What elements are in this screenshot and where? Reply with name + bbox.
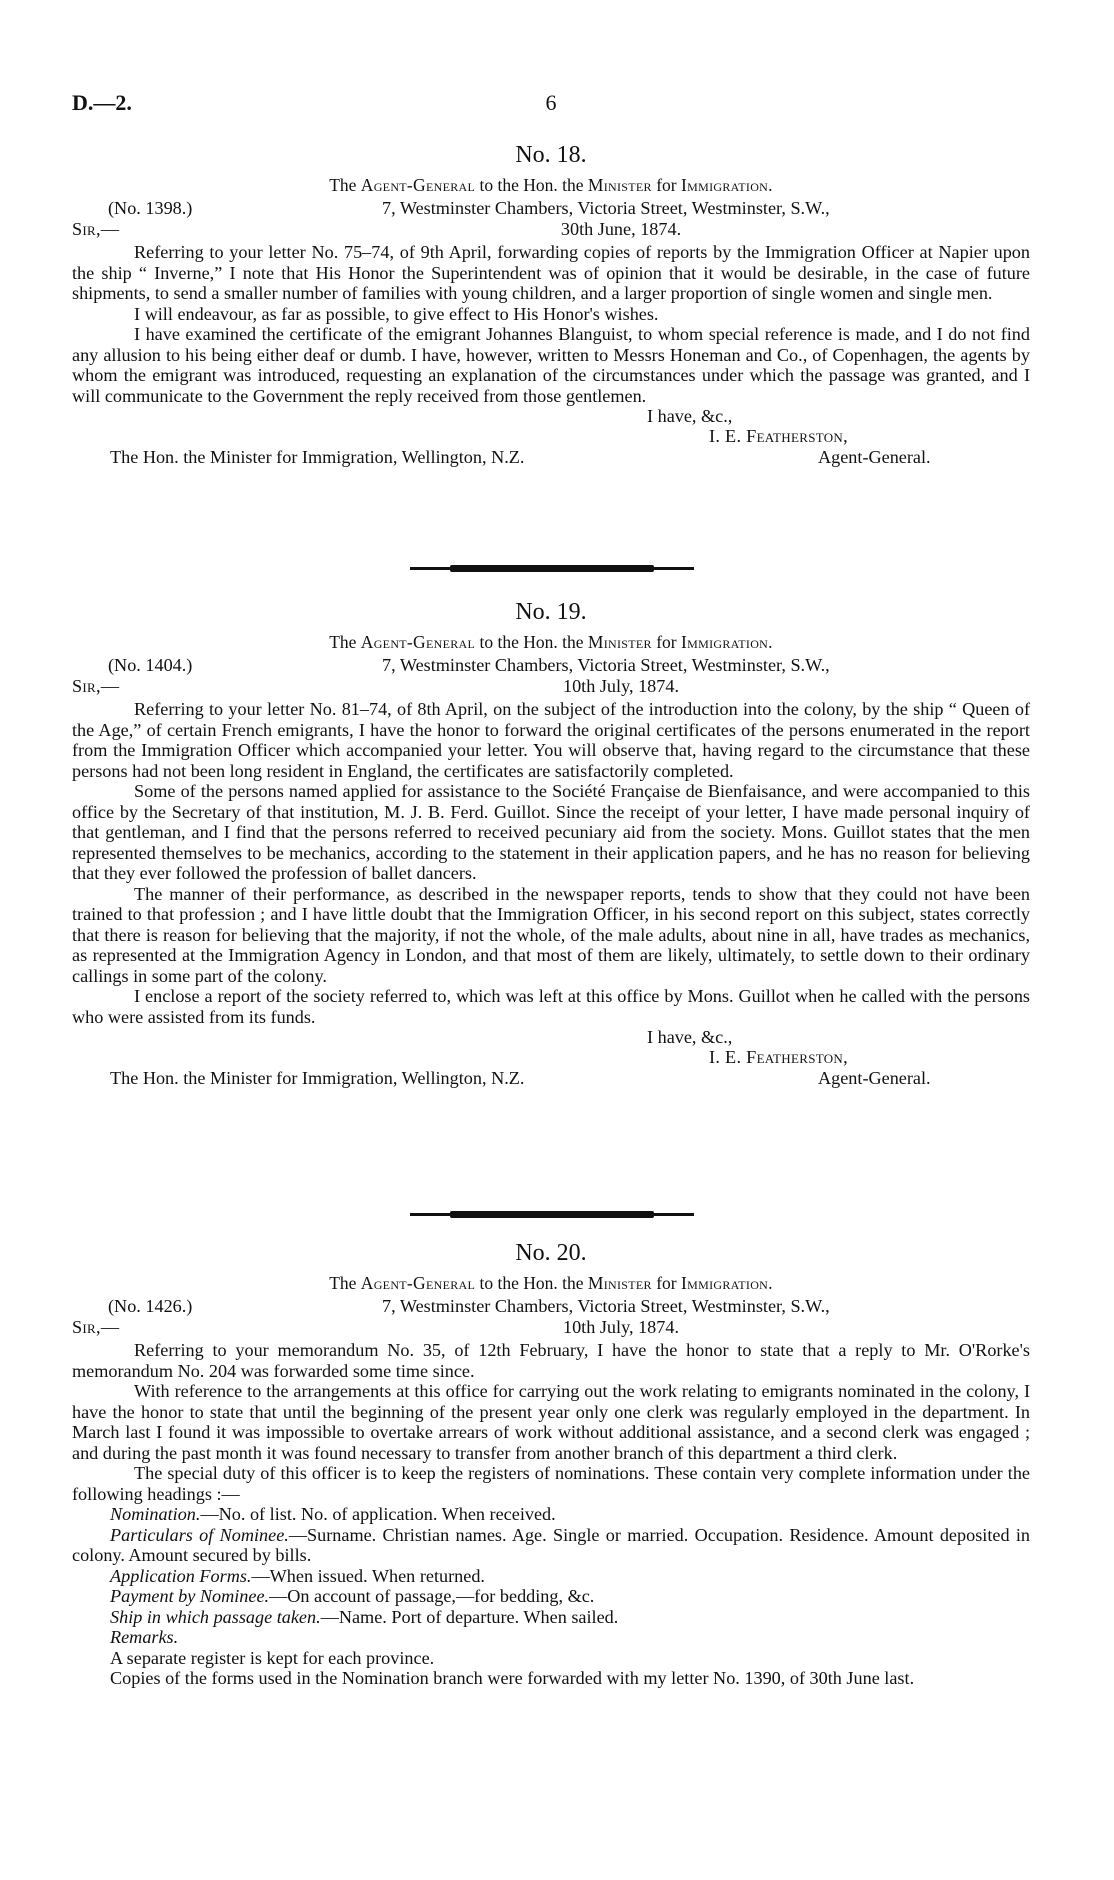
letter-closing (72, 406, 1030, 470)
signer-name: I. E. Featherston, (709, 1047, 848, 1067)
paragraph: The manner of their performance, as described in the newspaper reports, tends to show that they could not have been trained to that profession ; and I have little doubt that the Immigration Officer, in his second report on this subject, states correctly that there is reason for believing that the majority, if not the whole, of the male adults, about nine in all, have trades as mechanics, as represented at the Immigration Agency in London, and that most of them are likely, ultimately, to settle down to their ordinary callings in some part of the colony. (72, 883, 1030, 986)
sender-address: 7, Westminster Chambers, Victoria Street, Westminster, S.W., (382, 198, 830, 218)
closing-phrase: I have, &c., (647, 1027, 733, 1047)
paragraph: Copies of the forms used in the Nomination branch were forwarded with my letter No. 1390, of 30th June last. (110, 1668, 915, 1688)
reference-number: (No. 1398.) (108, 198, 193, 218)
register-heading: Application Forms.—When issued. When returned. (110, 1565, 485, 1586)
salutation: Sir,— (72, 676, 120, 696)
paragraph: The special duty of this officer is to keep the registers of nominations. These contain very complete information under the following headings :— (72, 1463, 1030, 1504)
recipient: The Hon. the Minister for Immigration, Wellington, N.Z. (110, 447, 525, 467)
salutation: Sir,— (72, 1317, 120, 1337)
register-heading: Particulars of Nominee.—Surname. Christian names. Age. Single or married. Occupation. Residence. Amount deposited in colony. Amount secured by bills. (72, 1524, 1030, 1565)
letter-20 (72, 1238, 1030, 1689)
document-code: D.—2. (72, 90, 132, 115)
register-heading: Payment by Nominee.—On account of passage,—for bedding, &c. (110, 1586, 595, 1606)
letter-title: No. 19. (515, 599, 587, 625)
signer-role: Agent-General. (818, 447, 931, 467)
recipient: The Hon. the Minister for Immigration, Wellington, N.Z. (110, 1068, 525, 1088)
letter-date: 10th July, 1874. (562, 676, 680, 696)
letter-addressing: The Agent-General to the Hon. the Minister for Immigration. (329, 632, 773, 652)
page-number: 6 (545, 90, 557, 115)
letter-meta (72, 198, 1030, 242)
sender-address: 7, Westminster Chambers, Victoria Street, Westminster, S.W., (382, 655, 830, 675)
paragraph: With reference to the arrangements at this office for carrying out the work relating to emigrants nominated in the colony, I have the honor to state that until the beginning of the present year only one clerk was regularly employed in the department. In March last I found it was impossible to overtake arrears of work without additional assistance, and a second clerk was engaged ; and during the past month it was found necessary to transfer from another branch of this department a third clerk. (72, 1381, 1030, 1463)
paragraph: A separate register is kept for each province. (110, 1647, 435, 1668)
paragraph: Some of the persons named applied for assistance to the Société Française de Bienfaisance, and were accompanied to this office by the Secretary of that institution, M. J. B. Ferd. Guillot. Since the receipt of your letter, I have made personal inquiry of that gentleman, and I find that the persons referred to received pecuniary aid from the society. Mons. Guillot states that the men represented themselves to be mechanics, according to the statement in their application papers, and he has no reason for believing that they ever followed the profession of ballet dancers. (72, 781, 1030, 883)
paragraph: Referring to your memorandum No. 35, of 12th February, I have the honor to state that a reply to Mr. O'Rorke's memorandum No. 204 was forwarded some time since. (72, 1340, 1030, 1381)
reference-number: (No. 1404.) (108, 655, 193, 675)
paragraph: Referring to your letter No. 75–74, of 9th April, forwarding copies of reports by the Immigration Officer at Napier upon the ship “ Inverne,” I note that His Honor the Superintendent was of opinion that it would be desirable, in the case of future shipments, to send a smaller number of families with young children, and a larger proportion of single women and single men. (72, 242, 1030, 303)
letter-meta (72, 1296, 1030, 1340)
register-heading: Remarks. (110, 1627, 179, 1647)
letter-addressing: The Agent-General to the Hon. the Minister for Immigration. (329, 1273, 773, 1293)
sender-address: 7, Westminster Chambers, Victoria Street, Westminster, S.W., (382, 1296, 830, 1316)
letter-date: 30th June, 1874. (560, 219, 682, 239)
closing-phrase: I have, &c., (647, 406, 733, 426)
register-heading: Nomination.—No. of list. No. of application. When received. (110, 1504, 556, 1524)
letter-meta (72, 655, 1030, 699)
section-divider (410, 567, 694, 570)
letter-title: No. 18. (515, 142, 587, 168)
letter-title: No. 20. (515, 1240, 587, 1266)
signer-role: Agent-General. (818, 1068, 931, 1088)
letter-closing (72, 1027, 1030, 1091)
letter-date: 10th July, 1874. (562, 1317, 680, 1337)
reference-number: (No. 1426.) (108, 1296, 193, 1316)
paragraph: I will endeavour, as far as possible, to give effect to His Honor's wishes. (134, 303, 659, 324)
paragraph: Referring to your letter No. 81–74, of 8th April, on the subject of the introduction into the colony, by the ship “ Queen of the Age,” of certain French emigrants, I have the honor to forward the original certificates of the persons enumerated in the report from the Immigration Officer which accompanied your letter. You will observe that, having regard to the circumstance that these persons had not been long resident in England, the certificates are satisfactorily completed. (72, 699, 1030, 781)
letter-19 (72, 597, 1030, 1091)
letter-addressing: The Agent-General to the Hon. the Minister for Immigration. (329, 175, 773, 195)
section-divider (410, 1213, 694, 1216)
register-heading: Ship in which passage taken.—Name. Port of departure. When sailed. (110, 1606, 619, 1627)
signer-name: I. E. Featherston, (709, 426, 848, 446)
letter-18 (72, 140, 1030, 470)
paragraph: I enclose a report of the society referred to, which was left at this office by Mons. Guillot when he called with the persons who were assisted from its funds. (72, 986, 1030, 1027)
running-head (72, 90, 1030, 120)
paragraph: I have examined the certificate of the emigrant Johannes Blanguist, to whom special reference is made, and I do not find any allusion to his being either deaf or dumb. I have, however, written to Messrs Honeman and Co., of Copenhagen, the agents by whom the emigrant was introduced, requesting an explanation of the circumstances under which the passage was granted, and I will communicate to the Government the reply received from those gentlemen. (72, 324, 1030, 406)
salutation: Sir,— (72, 219, 120, 239)
